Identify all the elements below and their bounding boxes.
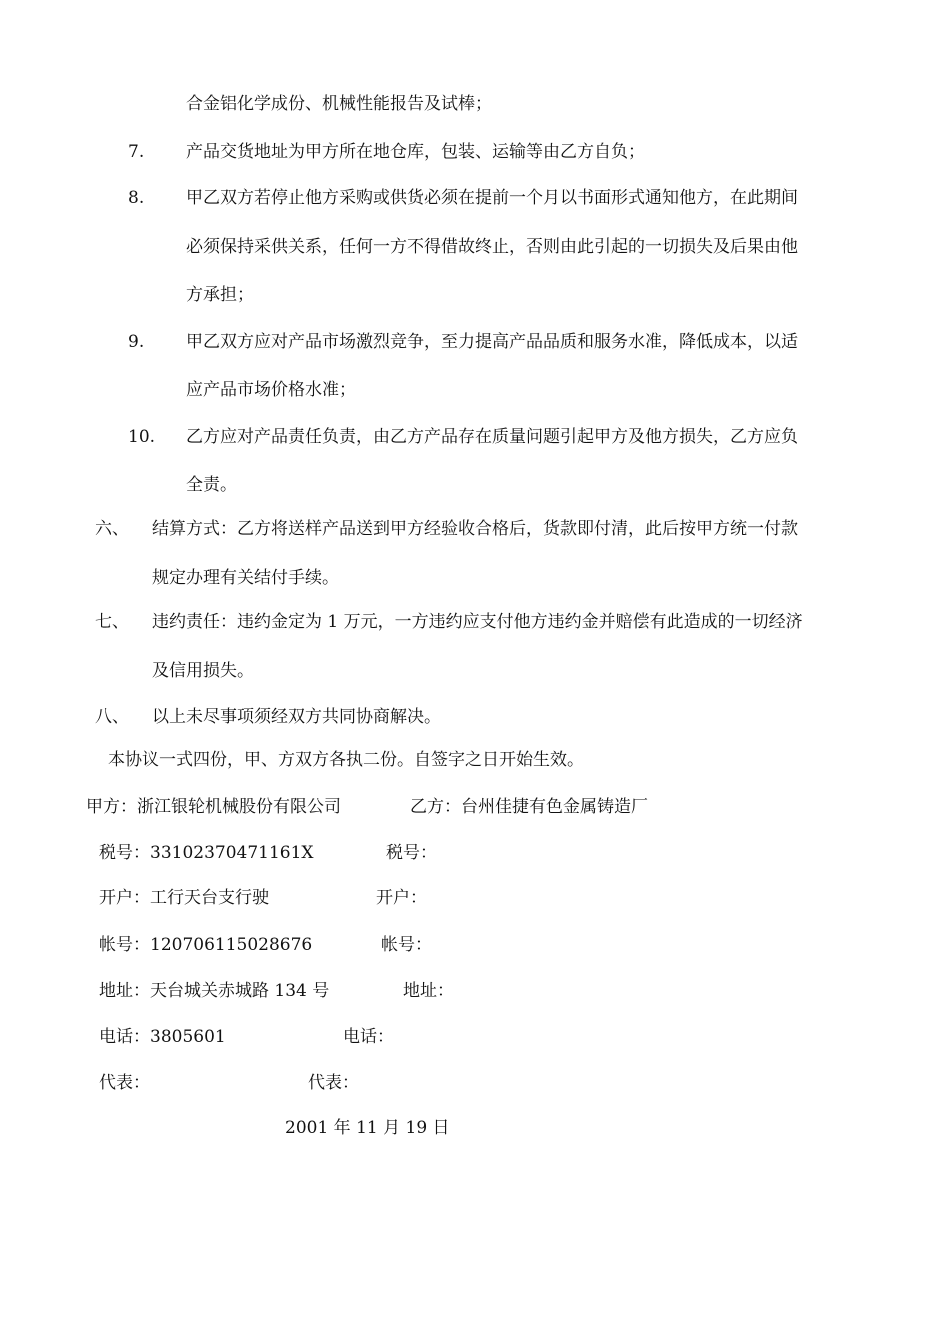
clause-6-continuation: 合金铝化学成份、机械性能报告及试棒； bbox=[186, 94, 492, 114]
party-a-representative: 代表： bbox=[99, 1073, 150, 1093]
party-b-address: 地址： bbox=[403, 981, 454, 1001]
clause-9-number: 9. bbox=[128, 332, 145, 352]
party-b-bank: 开户： bbox=[376, 888, 427, 908]
clause-8-text-line-3: 方承担； bbox=[186, 285, 254, 305]
party-b-phone: 电话： bbox=[343, 1027, 394, 1047]
clause-10-text-line-1: 乙方应对产品责任负责，由乙方产品存在质量问题引起甲方及他方损失，乙方应负 bbox=[186, 427, 798, 447]
closing-statement: 本协议一式四份，甲、方双方各执二份。自签字之日开始生效。 bbox=[108, 750, 584, 770]
clause-10-number: 10. bbox=[128, 427, 156, 447]
party-a-tax-number: 税号：33102370471161X bbox=[99, 843, 314, 863]
section-6-number: 六、 bbox=[95, 519, 129, 539]
party-a-bank: 开户：工行天台支行驶 bbox=[99, 888, 269, 908]
section-6-text-line-1: 结算方式：乙方将送样产品送到甲方经验收合格后，货款即付清，此后按甲方统一付款 bbox=[152, 519, 798, 539]
party-b-name: 乙方：台州佳捷有色金属铸造厂 bbox=[410, 797, 648, 817]
signing-date: 2001 年 11 月 19 日 bbox=[285, 1118, 450, 1138]
clause-8-text-line-2: 必须保持采供关系，任何一方不得借故终止，否则由此引起的一切损失及后果由他 bbox=[186, 237, 798, 257]
party-a-address: 地址：天台城关赤城路 134 号 bbox=[99, 981, 330, 1001]
party-a-phone: 电话：3805601 bbox=[99, 1027, 226, 1047]
clause-7-text: 产品交货地址为甲方所在地仓库，包装、运输等由乙方自负； bbox=[186, 142, 645, 162]
section-8-text: 以上未尽事项须经双方共同协商解决。 bbox=[152, 707, 441, 727]
party-a-name: 甲方：浙江银轮机械股份有限公司 bbox=[86, 797, 341, 817]
party-b-tax-number: 税号： bbox=[386, 843, 437, 863]
section-7-text-line-1: 违约责任：违约金定为 1 万元，一方违约应支付他方违约金并赔偿有此造成的一切经济 bbox=[152, 612, 803, 632]
clause-8-number: 8. bbox=[128, 188, 145, 208]
clause-10-text-line-2: 全责。 bbox=[186, 475, 237, 495]
section-8-number: 八、 bbox=[95, 707, 129, 727]
party-a-account: 帐号：120706115028676 bbox=[99, 935, 313, 955]
section-7-text-line-2: 及信用损失。 bbox=[152, 661, 254, 681]
party-b-representative: 代表： bbox=[308, 1073, 359, 1093]
section-7-number: 七、 bbox=[95, 612, 129, 632]
party-b-account: 帐号： bbox=[381, 935, 432, 955]
clause-9-text-line-1: 甲乙双方应对产品市场激烈竞争，至力提高产品品质和服务水准，降低成本，以适 bbox=[186, 332, 798, 352]
clause-7-number: 7. bbox=[128, 142, 145, 162]
clause-9-text-line-2: 应产品市场价格水准； bbox=[186, 380, 356, 400]
clause-8-text-line-1: 甲乙双方若停止他方采购或供货必须在提前一个月以书面形式通知他方，在此期间 bbox=[186, 188, 798, 208]
section-6-text-line-2: 规定办理有关结付手续。 bbox=[152, 568, 339, 588]
